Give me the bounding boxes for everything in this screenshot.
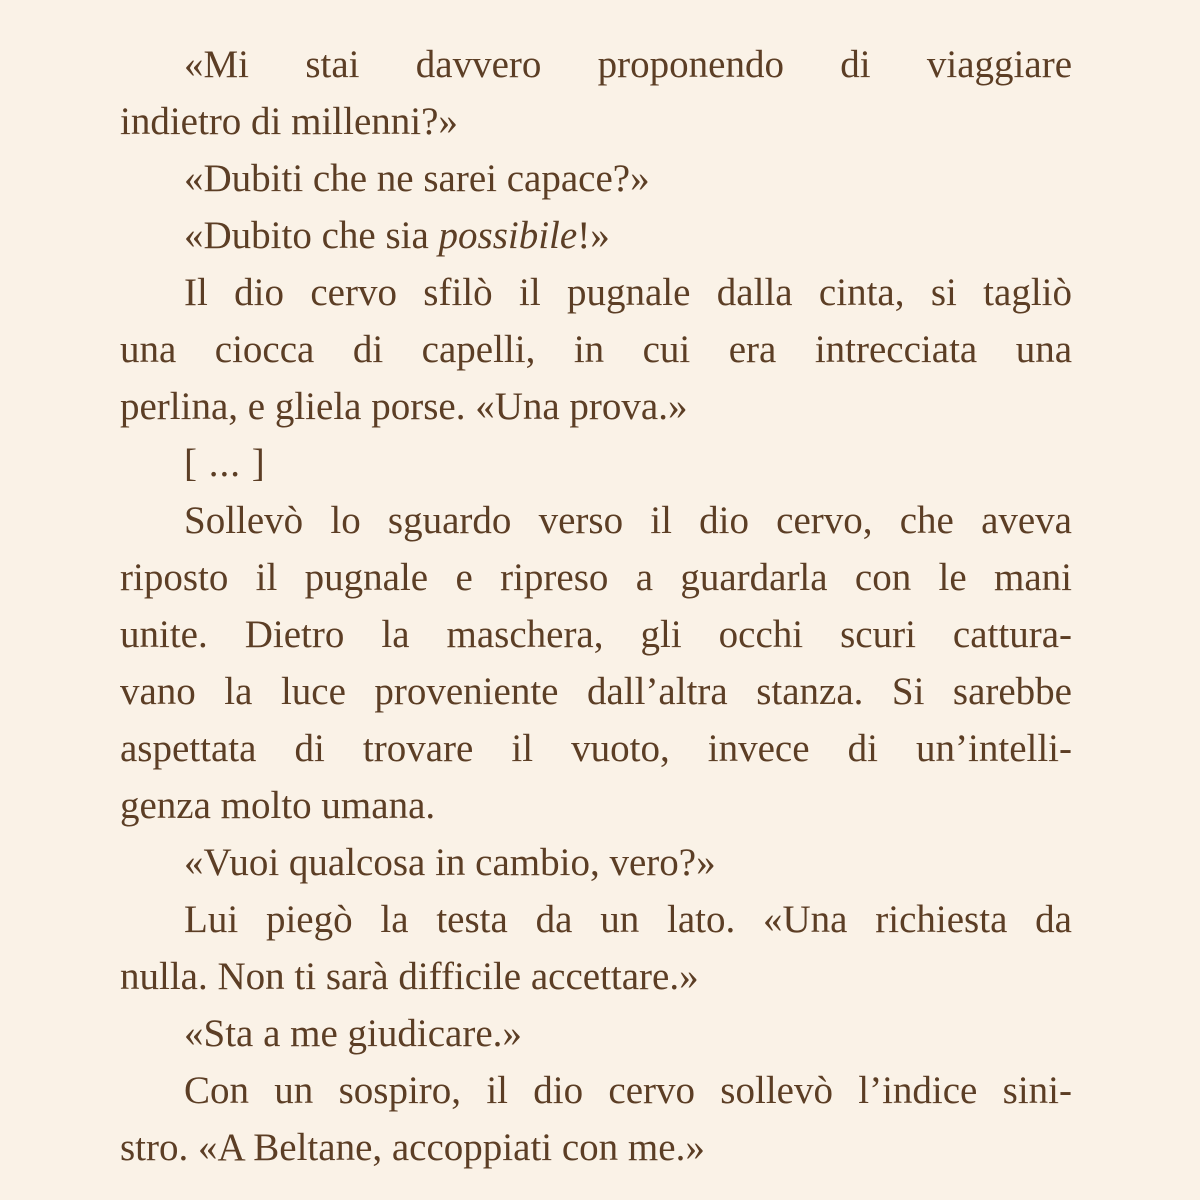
text-line: vano la luce proveniente dall’altra stanza. Si sarebbe [120,670,1072,713]
text-line: «Dubito che sia possibile!» [184,214,610,257]
text-line: «Vuoi qualcosa in cambio, vero?» [184,841,716,884]
text-line: Lui piegò la testa da un lato. «Una richiesta da [184,898,1072,941]
text-line: riposto il pugnale e ripreso a guardarla con le mani [120,556,1072,599]
text-line: indietro di millenni?» [120,100,458,143]
text-line: perlina, e gliela porse. «Una prova.» [120,385,688,428]
text-line: stro. «A Beltane, accoppiati con me.» [120,1126,705,1169]
text-line: nulla. Non ti sarà difficile accettare.» [120,955,699,998]
text-line: Il dio cervo sfilò il pugnale dalla cinta, si tagliò [184,271,1072,314]
text-line: aspettata di trovare il vuoto, invece di un’intelli- [120,727,1072,770]
text-line: «Mi stai davvero proponendo di viaggiare [184,43,1072,86]
page-text [120,36,1072,1176]
text-line: una ciocca di capelli, in cui era intrecciata una [120,328,1072,371]
text-line: Sollevò lo sguardo verso il dio cervo, che aveva [184,499,1072,542]
text-line: «Sta a me giudicare.» [184,1012,522,1055]
text-line: Con un sospiro, il dio cervo sollevò l’indice sini- [184,1069,1072,1112]
omission-marker: [ ... ] [184,442,266,485]
text-line: genza molto umana. [120,784,436,827]
text-line: unite. Dietro la maschera, gli occhi scuri cattura- [120,613,1072,656]
text-line: «Dubiti che ne sarei capace?» [184,157,650,200]
italic-emphasis: possibile [438,214,578,257]
